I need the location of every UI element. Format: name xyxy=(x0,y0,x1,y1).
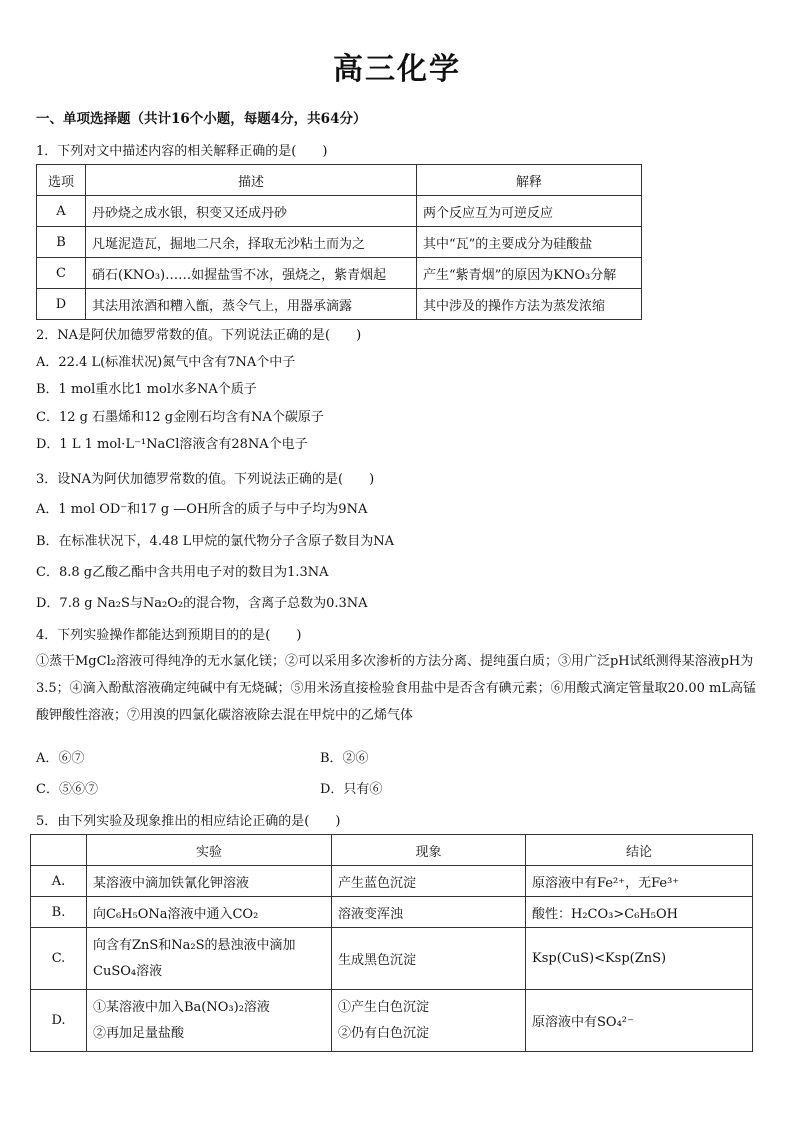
table-cell xyxy=(87,990,332,1052)
q3-option-c: C．8.8 g乙酸乙酯中含共用电子对的数目为1.3NA xyxy=(36,565,329,580)
table-cell: 生成黑色沉淀 xyxy=(332,928,526,990)
q4-option-d: D．只有⑥ xyxy=(320,782,383,797)
table-cell: B. xyxy=(31,897,87,928)
table-row xyxy=(31,897,753,928)
table-row xyxy=(31,928,753,990)
table-header xyxy=(31,835,87,866)
q2-option-c: C．12 g 石墨烯和12 g金刚石均含有NA个碳原子 xyxy=(36,410,324,425)
table-cell: 溶液变浑浊 xyxy=(332,897,526,928)
table-cell: A xyxy=(37,196,86,227)
table-cell: D xyxy=(37,289,86,320)
table-cell: D. xyxy=(31,990,87,1052)
q4-option-c: C．⑤⑥⑦ xyxy=(36,782,98,797)
table-header: 描述 xyxy=(86,165,417,196)
q4-body: ①蒸干MgCl₂溶液可得纯净的无水氯化镁；②可以采用多次渗析的方法分离、提纯蛋白质；③用广泛pH试纸测得某溶液pH为3.5；④滴入酚酞溶液确定纯碱中有无烧碱；⑤用米汤直接检验食用盐中是否含有碘元素；⑥用酸式滴定管量取20.00 mL高锰酸钾酸性溶液；⑦用溴的四氯化碳溶液除去混在甲烷中的乙烯气体 xyxy=(36,654,756,723)
table-row xyxy=(31,866,753,897)
table-header: 现象 xyxy=(332,835,526,866)
table-header-row xyxy=(37,165,642,196)
table-cell: C. xyxy=(31,928,87,990)
q1-stem: 1．下列对文中描述内容的相关解释正确的是( ) xyxy=(36,144,328,159)
cell-line: ②仍有白色沉淀 xyxy=(338,1025,430,1041)
cell-line: CuSO₄溶液 xyxy=(93,963,163,979)
cell-line: ②再加足量盐酸 xyxy=(93,1025,185,1041)
q4-option-a: A．⑥⑦ xyxy=(36,751,85,766)
table-cell: 原溶液中有SO₄²⁻ xyxy=(526,990,753,1052)
table-row xyxy=(37,258,642,289)
table-row xyxy=(37,227,642,258)
table-cell: 产生“紫青烟”的原因为KNO₃分解 xyxy=(417,258,642,289)
section-heading: 一、单项选择题（共计16个小题，每题4分，共64分） xyxy=(36,111,367,127)
q5-table xyxy=(30,834,753,1052)
q3-option-d: D．7.8 g Na₂S与Na₂O₂的混合物，含离子总数为0.3NA xyxy=(36,596,368,611)
q2-option-a: A．22.4 L(标准状况)氮气中含有7NA个中子 xyxy=(36,355,296,370)
table-header-row xyxy=(31,835,753,866)
q4-stem: 4．下列实验操作都能达到预期目的的是( ) xyxy=(36,628,302,643)
table-cell: 酸性：H₂CO₃>C₆H₅OH xyxy=(526,897,753,928)
page-title: 高三化学 xyxy=(333,52,461,87)
table-header: 解释 xyxy=(417,165,642,196)
table-cell: 其中涉及的操作方法为蒸发浓缩 xyxy=(417,289,642,320)
q3-option-a: A．1 mol OD⁻和17 g —OH所含的质子与中子均为9NA xyxy=(36,502,368,517)
q3-stem: 3．设NA为阿伏加德罗常数的值。下列说法正确的是( ) xyxy=(36,472,375,487)
table-row xyxy=(31,990,753,1052)
table-cell: 硝石(KNO₃)……如握盐雪不冰，强烧之，紫青烟起 xyxy=(86,258,417,289)
table-cell: 其法用浓酒和糟入甑，蒸令气上，用器承滴露 xyxy=(86,289,417,320)
q2-option-b: B．1 mol重水比1 mol水多NA个质子 xyxy=(36,382,257,397)
q3-option-b: B．在标准状况下，4.48 L甲烷的氯代物分子含原子数目为NA xyxy=(36,534,395,549)
q2-option-d: D．1 L 1 mol·L⁻¹NaCl溶液含有28NA个电子 xyxy=(36,437,308,452)
table-cell xyxy=(332,990,526,1052)
table-cell: B xyxy=(37,227,86,258)
table-cell: 产生蓝色沉淀 xyxy=(332,866,526,897)
cell-line: ①产生白色沉淀 xyxy=(338,999,430,1015)
table-cell: A. xyxy=(31,866,87,897)
q4-option-b: B．②⑥ xyxy=(320,751,369,766)
table-row xyxy=(37,289,642,320)
table-cell: 某溶液中滴加铁氰化钾溶液 xyxy=(87,866,332,897)
table-cell: 其中“瓦”的主要成分为硅酸盐 xyxy=(417,227,642,258)
table-cell: 凡埏泥造瓦，掘地二尺余，择取无沙粘土而为之 xyxy=(86,227,417,258)
table-cell: 向C₆H₅ONa溶液中通入CO₂ xyxy=(87,897,332,928)
q5-stem: 5．由下列实验及现象推出的相应结论正确的是( ) xyxy=(36,814,341,829)
table-header: 实验 xyxy=(87,835,332,866)
table-row xyxy=(37,196,642,227)
cell-line: 向含有ZnS和Na₂S的悬浊液中滴加 xyxy=(93,937,296,953)
table-cell xyxy=(87,928,332,990)
q1-table xyxy=(36,164,642,320)
table-cell: 丹砂烧之成水银，积变又还成丹砂 xyxy=(86,196,417,227)
table-header: 选项 xyxy=(37,165,86,196)
table-cell: Ksp(CuS)<Ksp(ZnS) xyxy=(526,928,753,990)
table-cell: C xyxy=(37,258,86,289)
q2-stem: 2．NA是阿伏加德罗常数的值。下列说法正确的是( ) xyxy=(36,328,362,343)
table-cell: 两个反应互为可逆反应 xyxy=(417,196,642,227)
table-header: 结论 xyxy=(526,835,753,866)
table-cell: 原溶液中有Fe²⁺，无Fe³⁺ xyxy=(526,866,753,897)
cell-line: ①某溶液中加入Ba(NO₃)₂溶液 xyxy=(93,999,270,1015)
